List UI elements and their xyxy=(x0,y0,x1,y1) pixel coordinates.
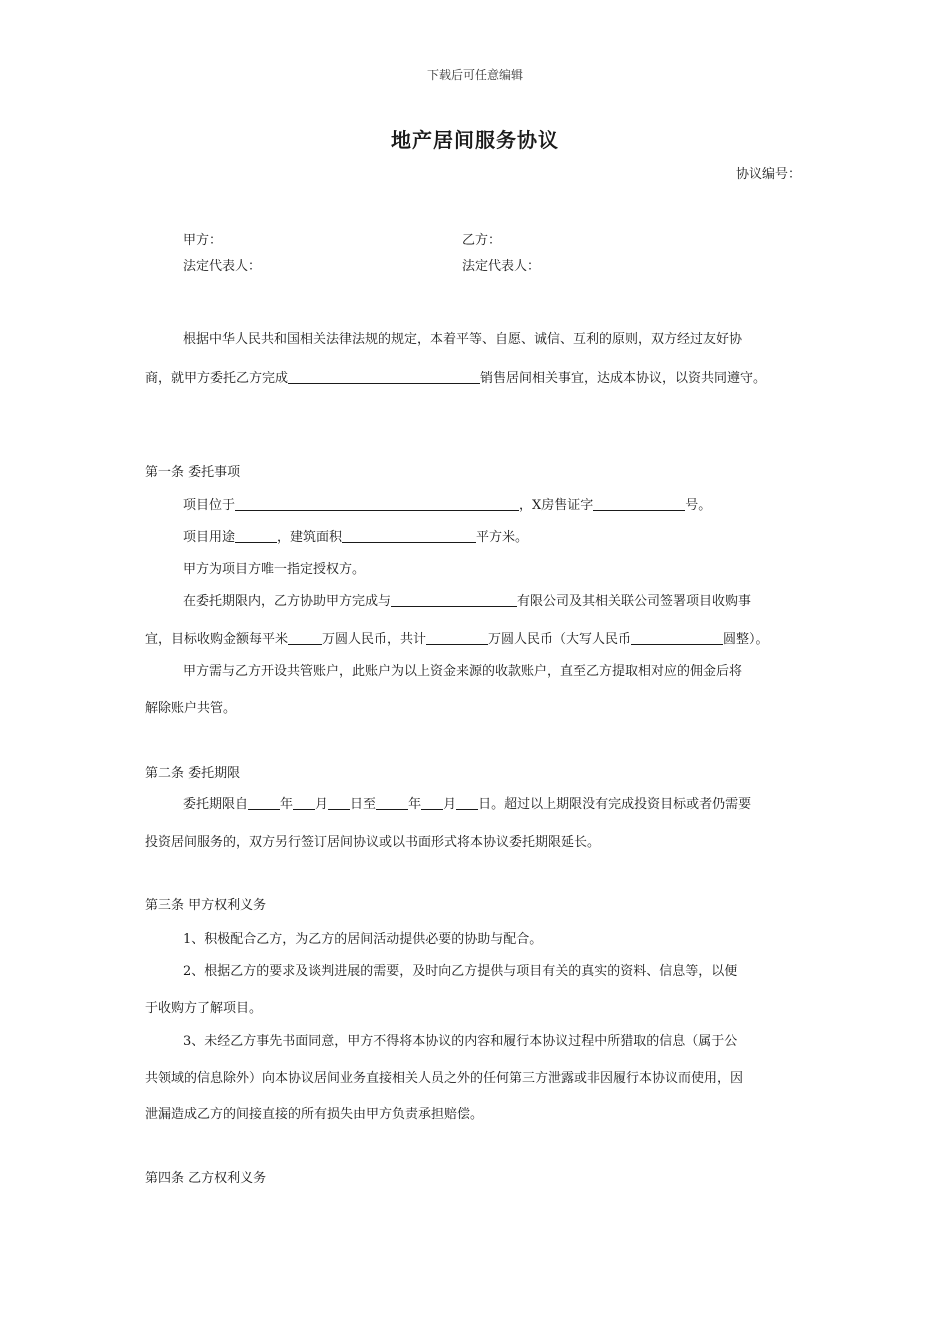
text: 月 xyxy=(315,797,329,812)
amount-in-words-blank xyxy=(631,630,723,645)
art3-item-2-line-2: 于收购方了解项目。 xyxy=(145,1001,263,1016)
article-4-heading: 第四条 乙方权利义务 xyxy=(145,1171,267,1186)
text: ，X房售证字 xyxy=(519,498,594,513)
art1-authorization-line: 甲方为项目方唯一指定授权方。 xyxy=(183,562,366,577)
end-day-blank xyxy=(456,795,478,810)
article-2-heading: 第二条 委托期限 xyxy=(145,766,241,781)
art3-item-2-line-1: 2、根据乙方的要求及谈判进展的需要，及时向乙方提供与项目有关的真实的资料、信息等，以便 xyxy=(183,964,738,979)
art3-item-1: 1、积极配合乙方，为乙方的居间活动提供必要的协助与配合。 xyxy=(183,932,543,947)
start-month-blank xyxy=(293,795,315,810)
document-title: 地产居间服务协议 xyxy=(391,128,559,152)
party-a-label: 甲方： xyxy=(183,233,223,248)
art1-escrow-line-2: 解除账户共管。 xyxy=(145,701,237,716)
art1-escrow-line-1: 甲方需与乙方开设共管账户，此账户为以上资金来源的收款账户，直至乙方提取相对应的佣金后将 xyxy=(183,664,743,679)
art3-item-3-line-2: 共领域的信息除外）向本协议居间业务直接相关人员之外的任何第三方泄露或非因履行本协议而使用，因 xyxy=(145,1071,744,1086)
text: 项目位于 xyxy=(183,498,236,513)
text: 万圆人民币，共计 xyxy=(322,632,427,647)
party-b-representative-label: 法定代表人： xyxy=(462,259,541,274)
text: 年 xyxy=(280,797,294,812)
art1-usage-line xyxy=(183,526,528,545)
start-year-blank xyxy=(248,795,280,810)
area-blank xyxy=(342,528,476,543)
usage-blank xyxy=(235,528,277,543)
end-year-blank xyxy=(376,795,408,810)
text: 宜，目标收购金额每平米 xyxy=(145,632,289,647)
text: 圆整）。 xyxy=(723,632,769,647)
preamble-line-1: 根据中华人民共和国相关法律法规的规定，本着平等、自愿、诚信、互利的原则，双方经过友好协 xyxy=(183,332,743,347)
art3-item-3-line-1: 3、未经乙方事先书面同意，甲方不得将本协议的内容和履行本协议过程中所猎取的信息（属于公 xyxy=(183,1034,738,1049)
text: ，建筑面积 xyxy=(277,530,343,545)
download-note: 下载后可任意编辑 xyxy=(426,68,523,82)
agreement-number-label: 协议编号： xyxy=(736,167,802,182)
art1-location-line xyxy=(183,494,711,513)
text: 号。 xyxy=(685,498,712,513)
art2-extension-line: 投资居间服务的，双方另行签订居间协议或以书面形式将本协议委托期限延长。 xyxy=(145,835,601,850)
art3-item-3-line-3: 泄漏造成乙方的间接直接的所有损失由甲方负责承担赔偿。 xyxy=(145,1107,484,1122)
party-b-label: 乙方： xyxy=(462,233,502,248)
art2-period-line xyxy=(183,793,751,812)
text: 平方米。 xyxy=(476,530,529,545)
text: 日至 xyxy=(350,797,377,812)
text: 委托期限自 xyxy=(183,797,249,812)
company-blank xyxy=(391,592,517,607)
preamble-text: 销售居间相关事宜，达成本协议，以资共同遵守。 xyxy=(480,371,767,386)
text: 项目用途 xyxy=(183,530,236,545)
total-amount-blank xyxy=(426,630,488,645)
sale-license-blank xyxy=(593,496,685,511)
art1-amount-line xyxy=(145,628,769,647)
text: 万圆人民币（大写人民币 xyxy=(488,632,632,647)
text: 年 xyxy=(408,797,422,812)
price-per-sqm-blank xyxy=(288,630,322,645)
end-month-blank xyxy=(421,795,443,810)
location-blank xyxy=(235,496,519,511)
article-3-heading: 第三条 甲方权利义务 xyxy=(145,898,267,913)
text: 在委托期限内，乙方协助甲方完成与 xyxy=(183,594,392,609)
party-a-representative-label: 法定代表人： xyxy=(183,259,262,274)
preamble-line-2 xyxy=(145,367,766,386)
article-1-heading: 第一条 委托事项 xyxy=(145,465,241,480)
entrusted-project-blank xyxy=(288,369,480,384)
start-day-blank xyxy=(328,795,350,810)
preamble-text: 商，就甲方委托乙方完成 xyxy=(145,371,289,386)
text: 有限公司及其相关联公司签署项目收购事 xyxy=(517,594,752,609)
art1-acquisition-line xyxy=(183,590,751,609)
text: 月 xyxy=(443,797,457,812)
text: 日。超过以上期限没有完成投资目标或者仍需要 xyxy=(478,797,752,812)
